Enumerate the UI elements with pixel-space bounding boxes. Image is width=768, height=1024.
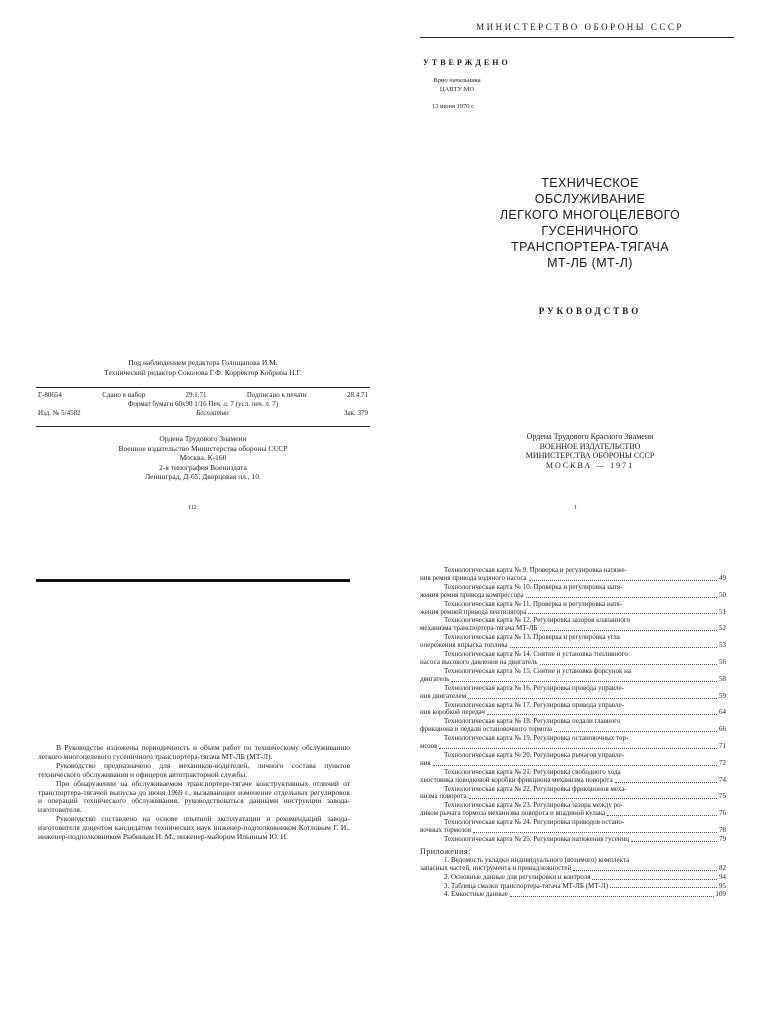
leader-dots [451, 676, 717, 682]
toc-item[interactable] [420, 752, 726, 768]
leader-dots [468, 693, 717, 699]
sent-to-typesetting-label: Сдано в набор [102, 391, 146, 399]
publisher-line: МИНИСТЕРСТВА ОБОРОНЫ СССР [525, 451, 655, 460]
printer-line: Военное издательство Министерства обороны СССР [118, 443, 288, 453]
imprint-edition-row [38, 409, 368, 418]
leader-dots [592, 874, 717, 880]
toc-item[interactable] [420, 617, 726, 633]
toc-item[interactable] [420, 819, 726, 835]
toc-item-title: Технологическая карта № 14. Снятие и установка топливного [444, 650, 628, 659]
toc-page-number: 50 [719, 590, 726, 599]
toc-page-number: 72 [719, 758, 726, 767]
toc-page-number: 56 [719, 657, 726, 666]
toc-item[interactable] [420, 702, 726, 718]
order-number: Зак. 379 [343, 409, 368, 417]
toc-item[interactable] [420, 601, 726, 617]
section-rule [36, 579, 350, 582]
leader-dots [610, 883, 717, 889]
leader-dots [510, 642, 717, 648]
toc-item-title-cont: мозов [420, 742, 438, 751]
toc-page-number: 53 [719, 641, 726, 650]
leader-dots [631, 836, 717, 842]
title-line: ОБСЛУЖИВАНИЕ [534, 192, 646, 206]
toc-item-title-cont: жения ремня привода компрессора [420, 590, 524, 599]
appendix-page-number: 109 [715, 890, 726, 899]
toc-page-number: 64 [719, 708, 726, 717]
leader-dots [540, 625, 717, 631]
imprint-rule-bottom [36, 426, 370, 427]
toc-item-title: Технологическая карта № 25. Регулировка натяжения гусениц [444, 835, 630, 843]
tech-editor-line: Технический редактор Соколова Г.Ф. Корректор Кобрина Н.Г. [104, 367, 302, 377]
toc-item-title-cont: ликом рычага тормоза механизма поворота и впадиной кулака [420, 809, 606, 818]
leader-dots [526, 592, 717, 598]
preface [38, 744, 350, 842]
toc-page-number: 75 [719, 792, 726, 801]
toc-item[interactable] [420, 769, 726, 785]
imprint-block [38, 391, 368, 418]
leader-dots [487, 709, 717, 715]
signatory-department: ЦАВТУ МО [439, 86, 475, 93]
toc-page-number: 79 [719, 835, 726, 843]
approval-signatory [430, 76, 484, 94]
imprint-rule-top [36, 387, 370, 388]
printer-line: 2-я типография Воениздата [159, 462, 247, 472]
sent-to-typesetting-date: 29.1.71 [185, 391, 207, 399]
price-free: Бесплатно [196, 409, 229, 417]
appendix-item[interactable] [420, 874, 726, 882]
appendix-page-number: 82 [719, 863, 726, 872]
title-line: ГУСЕНИЧНОГО [541, 224, 639, 238]
toc-item[interactable] [420, 584, 726, 600]
appendix-item-title-cont: запасных частей, инструмента и принадлежностей [420, 863, 572, 872]
signatory-title: Врио начальника [433, 77, 481, 84]
toc-page-number: 76 [719, 809, 726, 818]
toc-item-title: Технологическая карта № 17. Регулировка привода управле- [444, 700, 624, 709]
toc-item-title-cont: опережения впрыска топлива [420, 641, 508, 650]
publisher-line: Ордена Трудового Красного Знамени [526, 432, 654, 441]
imprint-code: Г-80654 [38, 391, 62, 399]
preface-paragraph: Руководство предназначено для механиков-водителей, личного состава пунктов технического обслуживания и офицеров автотракторной службы. [38, 760, 350, 779]
leader-dots [433, 760, 717, 766]
toc-item[interactable] [420, 735, 726, 751]
toc-item-title-cont: ния ремня привода водяного насоса [420, 573, 527, 582]
toc-item[interactable] [420, 802, 726, 818]
toc-item[interactable] [420, 786, 726, 802]
toc-item-title-cont: хвостовика поводковой коробки фрикциона механизма поворота [420, 775, 613, 784]
toc-item-title-cont: низма поворота [420, 792, 467, 801]
appendix-page-number: 94 [719, 872, 726, 881]
appendix-item-title: 2. Основные данные для регулировки и контроля [444, 872, 591, 881]
leader-dots [540, 659, 717, 665]
table-of-contents [420, 567, 726, 900]
publisher-line: ВОЕННОЕ ИЗДАТЕЛЬСТВО [539, 441, 641, 451]
toc-item-title: Технологическая карта № 11. Проверка и регулировка натя- [444, 599, 623, 608]
title-line: ТЕХНИЧЕСКОЕ [541, 176, 639, 190]
appendix-item-title: 4. Емкостные данные [444, 890, 508, 899]
leader-dots [473, 827, 717, 833]
toc-item-title: Технологическая карта № 9. Проверка и регулировка натяже- [444, 566, 627, 574]
printer-block [38, 434, 368, 482]
toc-item-title-cont: фрикциона и педали остановочного тормоза [420, 725, 552, 734]
toc-item-title: Технологическая карта № 24. Регулировка приводов остано- [444, 818, 625, 827]
toc-page-number: 51 [719, 607, 726, 616]
signed-to-print-date: 28.4.71 [347, 391, 368, 399]
toc-item-title: Технологическая карта № 12. Регулировка зазоров клапанного [444, 616, 631, 625]
toc-item-title-cont: ния [420, 758, 431, 767]
toc-item-title: Технологическая карта № 22. Регулировка фрикционов меха- [444, 784, 627, 793]
leader-dots [510, 891, 714, 897]
toc-item[interactable] [420, 685, 726, 701]
toc-item[interactable] [420, 634, 726, 650]
leader-dots [607, 810, 717, 816]
toc-item-title: Технологическая карта № 10. Проверка и регулировка натя- [444, 582, 623, 591]
city-year: МОСКВА — 1971 [545, 460, 635, 470]
preface-paragraph: Руководство составлено на основе опытной эксплуатации и рекомендаций завода-изготовителя доцентом кандидатом технических наук инженер-подполковником Котловым Г. И., инженер-подполковником Рыбиным Н. М., инженер-майором Ильиным Ю. Н. [38, 814, 350, 842]
leader-dots [529, 575, 717, 581]
appendix-page-number: 95 [719, 881, 726, 890]
header-rule [420, 37, 734, 38]
left-page-number: 112 [188, 505, 197, 511]
appendix-heading: Приложения: [420, 846, 471, 856]
document-type: РУКОВОДСТВО [538, 306, 642, 316]
edition-number: Изд. № 5/4582 [38, 409, 81, 417]
leader-dots [528, 609, 717, 615]
toc-item-title: Технологическая карта № 16. Регулировка привода управле- [444, 683, 624, 692]
appendix-item[interactable] [420, 883, 726, 891]
title-line: ТРАНСПОРТЕРА-ТЯГАЧА [511, 240, 669, 254]
printer-line: Ленинград, Д-65, Дворцовая пл., 10. [145, 472, 261, 481]
toc-item[interactable] [420, 651, 726, 667]
toc-item[interactable] [420, 668, 726, 684]
leader-dots [615, 777, 717, 783]
appendix-item-title: 3. Таблица смазки транспортера-тягача МТ-ЛБ (МТ-Л) [444, 881, 608, 890]
toc-item[interactable] [420, 567, 726, 583]
toc-page-number: 52 [719, 624, 726, 633]
toc-page-number: 58 [719, 674, 726, 683]
book-title [440, 175, 740, 271]
toc-item-title: Технологическая карта № 20. Регулировка рычагов управле- [444, 750, 625, 759]
toc-item[interactable] [420, 836, 726, 844]
toc-item-title-cont: двигатель [420, 674, 450, 683]
toc-item-title: Технологическая карта № 13. Проверка и регулировка угла [444, 633, 620, 642]
toc-page-number: 78 [719, 826, 726, 835]
toc-item-title: Технологическая карта № 15. Снятие и установка форсунок на [444, 666, 631, 675]
approved-stamp: УТВЕРЖДЕНО [423, 58, 511, 67]
toc-item[interactable] [420, 718, 726, 734]
toc-page-number: 71 [719, 742, 726, 751]
publisher-block [440, 432, 740, 470]
toc-item-title-cont: вочных тормозов [420, 826, 472, 835]
printer-line: Ордена Трудового Знамени [159, 434, 247, 443]
toc-item-title-cont: насоса высокого давления на двигатель [420, 657, 538, 666]
editor-credits [38, 358, 368, 377]
title-line: ЛЕГКОГО МНОГОЦЕЛЕВОГО [499, 208, 681, 222]
preface-paragraph: При обнаружении на обслуживаемом транспортере-тягаче конструктивных отличий от транспортера-тягачей выпуска до июня 1969 г., вызывающих изменение отдельных регулировок и операций технического обслуживания, руководствоваться данными инструкции завода-изготовителя. [38, 778, 350, 815]
right-page-number: 1 [574, 505, 577, 511]
appendix-item[interactable] [420, 857, 726, 873]
toc-page-number: 59 [719, 691, 726, 700]
imprint-dates-row [38, 391, 368, 400]
approval-date: 13 июня 1970 г. [432, 103, 475, 110]
leader-dots [439, 743, 717, 749]
toc-item-title: Технологическая карта № 21. Регулировка свободного хода [444, 767, 621, 776]
toc-item-title: Технологическая карта № 18. Регулировка педали главного [444, 717, 621, 726]
toc-page-number: 74 [719, 775, 726, 784]
toc-item-title: Технологическая карта № 19. Регулировка остановочных тор- [444, 734, 629, 743]
preface-paragraph: В Руководстве изложены периодичность и объем работ по техническому обслуживанию легкого многоцелевого гусеничного транспортера-тягача МТ-ЛБ (МТ-Л). [38, 743, 350, 761]
toc-page-number: 49 [719, 573, 726, 582]
appendix-item[interactable] [420, 891, 726, 899]
toc-item-title-cont: ния двигателем [420, 691, 467, 700]
signed-to-print-label: Подписано к печати [246, 391, 307, 399]
leader-dots [573, 865, 717, 871]
title-line: МТ-ЛБ (МТ-Л) [547, 256, 633, 270]
toc-item-title-cont: жения ремней привода вентилятора [420, 607, 527, 616]
leader-dots [554, 726, 717, 732]
toc-item-title-cont: механизма транспортера-тягача МТ-ЛБ [420, 624, 538, 633]
appendix-item-title: 1. Ведомость укладки индивидуального (возимого) комплекта [444, 855, 630, 864]
printer-line: Москва, К-160 [179, 453, 227, 462]
toc-item-title: Технологическая карта № 23. Регулировка зазора между ро- [444, 801, 623, 810]
editor-line: Под наблюдением редактора Голощапова И.М. [128, 358, 278, 367]
toc-page-number: 66 [719, 725, 726, 734]
ministry-header: МИНИСТЕРСТВО ОБОРОНЫ СССР [476, 22, 684, 32]
leader-dots [469, 793, 717, 799]
toc-item-title-cont: ния коробкой передач [420, 708, 485, 717]
paper-format: Формат бумаги 60x90 1/16 Печ. л. 7 (усл. печ. л. 7) [127, 400, 279, 408]
